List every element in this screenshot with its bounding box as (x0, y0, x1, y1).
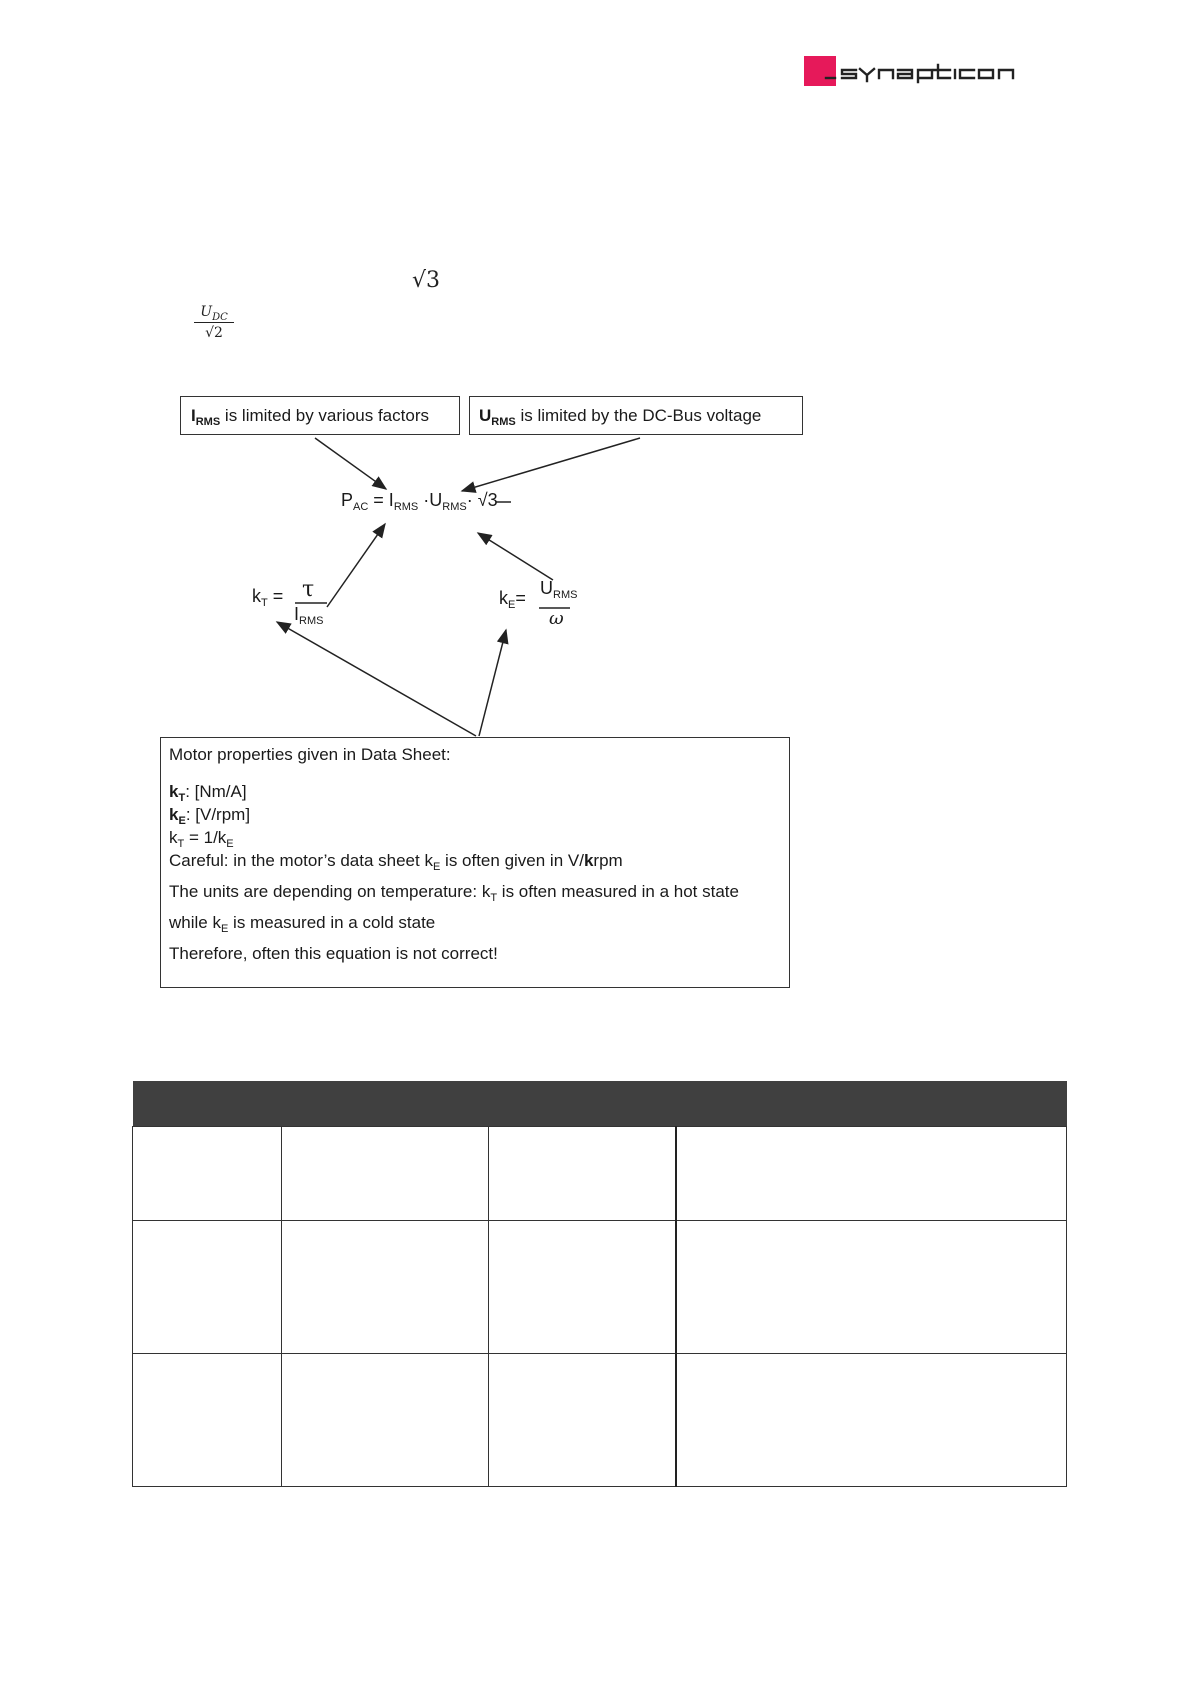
pac-formula: $P_{AC} = I_{RMS} \cdot U_{RMS}\cdot √3$ (341, 490, 498, 513)
table-cell (489, 1221, 676, 1354)
arrow-motor-to-ke (479, 630, 506, 736)
arrow-ke-to-pac (478, 533, 553, 580)
irms-limit-box (180, 396, 460, 435)
power-equation-diagram (160, 390, 820, 1010)
motor-box-heading: Motor properties given in Data Sheet: (169, 745, 451, 764)
ke-formula-lhs: $k_E=$ (499, 588, 526, 611)
temperature-units-line: The units are depending on temperature: $k_T$ is often measured in a hot state (169, 882, 739, 904)
table-header-cell (489, 1081, 676, 1127)
data-table (132, 1081, 1066, 1487)
table-cell (282, 1354, 489, 1487)
ke-numerator: $U_{RMS}$ (540, 578, 578, 601)
urms-limit-box (469, 396, 803, 435)
table-header-row (133, 1081, 1067, 1127)
table-cell (133, 1354, 282, 1487)
urms-subscript: RMS (491, 416, 516, 428)
motor-properties-box (160, 737, 790, 988)
table-cell (676, 1221, 1067, 1354)
urms-limit-text: is limited by the DC-Bus voltage (515, 406, 762, 425)
table-cell (133, 1221, 282, 1354)
arrow-motor-to-kt (277, 622, 476, 736)
sqrt3-fragment: √3 (412, 268, 441, 293)
irms-limit-text: is limited by various factors (220, 406, 429, 425)
synapticon-logo (804, 56, 1066, 86)
irms-symbol: I (191, 406, 196, 425)
logo-wordmark-icon (804, 56, 1066, 86)
table-cell (489, 1127, 676, 1221)
table-cell (282, 1127, 489, 1221)
table-cell (489, 1354, 676, 1487)
kt-unit-line: $k_T$: [Nm/A] (169, 782, 247, 804)
table-header-cell (133, 1081, 282, 1127)
table-cell (676, 1354, 1067, 1487)
table-cell (282, 1221, 489, 1354)
table-cell (676, 1127, 1067, 1221)
table-row (133, 1221, 1067, 1354)
urms-symbol: U (479, 406, 492, 425)
kt-numerator-tau: τ (302, 577, 315, 602)
arrow-urms-to-pac (462, 438, 640, 491)
table-cell (133, 1127, 282, 1221)
udc-fraction-fragment (194, 304, 234, 341)
ke-unit-line: $k_E$: [V/rpm] (169, 805, 251, 827)
table-row (133, 1127, 1067, 1221)
kt-denominator: $I_{RMS}$ (294, 604, 324, 627)
arrow-irms-to-pac (315, 438, 386, 489)
table-header-cell (676, 1081, 1067, 1127)
udc-denominator: √2 (205, 325, 223, 341)
udc-numerator: $U_{DC}$ (200, 304, 228, 323)
kt-formula-lhs: $k_T$ = (252, 586, 284, 609)
ke-denominator-omega: ω (549, 608, 564, 629)
table-row (133, 1354, 1067, 1487)
arrow-kt-to-pac (327, 524, 385, 607)
irms-subscript: RMS (195, 416, 221, 428)
table-header-cell (282, 1081, 489, 1127)
kt-ke-relation-line: $k_T = 1/k_E$ (169, 828, 234, 850)
cold-state-line: while $k_E$ is measured in a cold state (169, 913, 436, 935)
careful-line: Careful: in the motor’s data sheet $k_E$ is often given in V/krpm (169, 851, 623, 873)
equation-warning-line: Therefore, often this equation is not correct! (169, 944, 498, 963)
